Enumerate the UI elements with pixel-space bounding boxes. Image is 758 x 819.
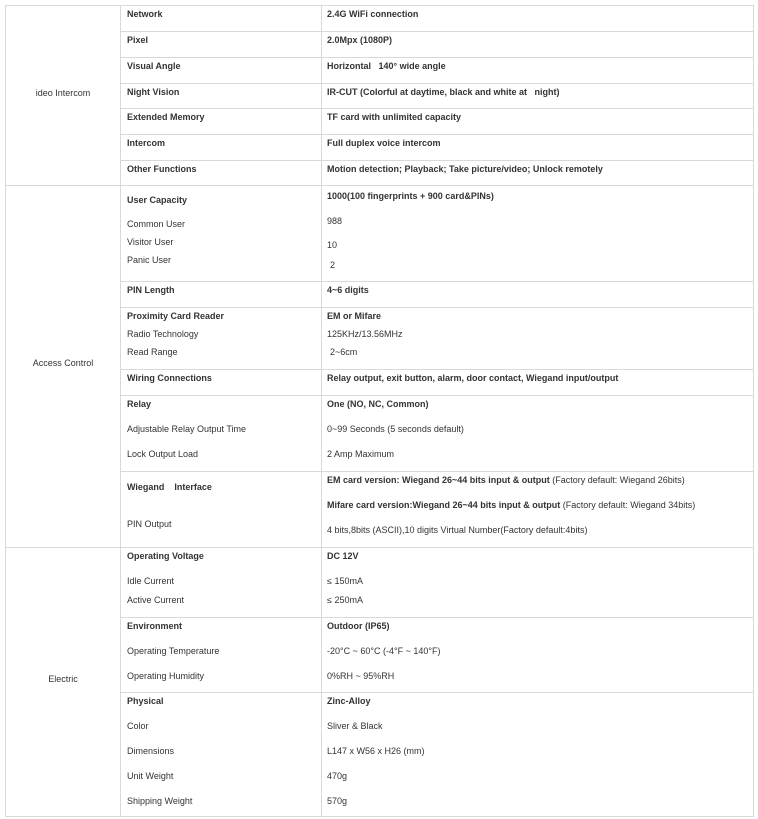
- spec-label: Read Range: [127, 347, 178, 357]
- spec-label: Environment: [127, 621, 183, 631]
- spec-label: Active Current: [127, 595, 185, 605]
- spec-label: Night Vision: [127, 87, 180, 97]
- spec-value: Sliver & Black: [327, 721, 383, 731]
- spec-label: Operating Temperature: [127, 646, 220, 656]
- spec-value: One (NO, NC, Common): [327, 399, 429, 409]
- spec-value: [327, 500, 695, 511]
- spec-value-rest: (Factory default: Wiegand 26bits): [549, 475, 685, 485]
- spec-label: Operating Humidity: [127, 671, 205, 681]
- spec-value: 4 bits,8bits (ASCII),10 digits Virtual Number(Factory default:4bits): [327, 525, 588, 535]
- spec-label: Visual Angle: [127, 61, 181, 71]
- spec-label: PIN Length: [127, 285, 175, 295]
- spec-label: Extended Memory: [127, 112, 205, 122]
- spec-value: 2~6cm: [330, 347, 358, 357]
- spec-label: Color: [127, 721, 149, 731]
- spec-value: 2: [330, 260, 336, 270]
- spec-label: Other Functions: [127, 164, 197, 174]
- spec-label: Physical: [127, 696, 164, 706]
- spec-value: 470g: [327, 771, 348, 781]
- spec-label: Lock Output Load: [127, 449, 199, 459]
- spec-value: IR-CUT (Colorful at daytime, black and white at night): [327, 87, 560, 97]
- spec-value: 2 Amp Maximum: [327, 449, 395, 459]
- spec-value: Outdoor (IP65): [327, 621, 390, 631]
- spec-value: 0%RH ~ 95%RH: [327, 671, 395, 681]
- spec-value: EM or Mifare: [327, 311, 382, 321]
- spec-label: Operating Voltage: [127, 551, 204, 561]
- spec-label: Idle Current: [127, 576, 175, 586]
- spec-label: Wiegand Interface: [127, 482, 212, 492]
- section-label-intercom: ideo Intercom: [35, 88, 91, 98]
- spec-value: ≤ 250mA: [327, 595, 363, 605]
- spec-label: Wiring Connections: [127, 373, 212, 383]
- spec-label: PIN Output: [127, 519, 172, 529]
- spec-label: Relay: [127, 399, 152, 409]
- spec-value: 2.0Mpx (1080P): [327, 35, 393, 45]
- spec-value: 4~6 digits: [327, 285, 369, 295]
- spec-value: DC 12V: [327, 551, 359, 561]
- spec-value: [327, 475, 685, 486]
- spec-value: 0~99 Seconds (5 seconds default): [327, 424, 464, 434]
- spec-value-bold: EM card version: Wiegand 26~44 bits input & output: [327, 475, 550, 485]
- spec-value: Zinc-Alloy: [327, 696, 371, 706]
- spec-value: TF card with unlimited capacity: [327, 112, 462, 122]
- spec-value: Full duplex voice intercom: [327, 138, 441, 148]
- spec-value: Horizontal 140° wide angle: [327, 61, 446, 71]
- spec-value: 125KHz/13.56MHz: [327, 329, 403, 339]
- spec-value: 1000(100 fingerprints + 900 card&PINs): [327, 191, 494, 201]
- spec-label: User Capacity: [127, 195, 188, 205]
- spec-value: L147 x W56 x H26 (mm): [327, 746, 425, 756]
- spec-label: Dimensions: [127, 746, 175, 756]
- spec-value: ≤ 150mA: [327, 576, 363, 586]
- spec-label: Visitor User: [127, 237, 174, 247]
- spec-label: Shipping Weight: [127, 796, 193, 806]
- spec-value: 988: [327, 216, 343, 226]
- spec-label: Proximity Card Reader: [127, 311, 225, 321]
- spec-value: Relay output, exit button, alarm, door contact, Wiegand input/output: [327, 373, 619, 383]
- spec-label: Pixel: [127, 35, 149, 45]
- spec-value: 2.4G WiFi connection: [327, 9, 419, 19]
- spec-label: Unit Weight: [127, 771, 174, 781]
- section-label-electric: Electric: [48, 674, 78, 684]
- spec-label: Adjustable Relay Output Time: [127, 424, 247, 434]
- spec-label: Panic User: [127, 255, 172, 265]
- spec-value-bold: Mifare card version:Wiegand 26~44 bits input & output: [327, 500, 561, 510]
- spec-value-rest: (Factory default: Wiegand 34bits): [560, 500, 696, 510]
- spec-value: 10: [327, 240, 338, 250]
- spec-value: -20°C ~ 60°C (-4°F ~ 140°F): [327, 646, 441, 656]
- spec-label: Intercom: [127, 138, 166, 148]
- spec-label: Common User: [127, 219, 186, 229]
- spec-value: Motion detection; Playback; Take picture/video; Unlock remotely: [327, 164, 603, 174]
- spec-label: Network: [127, 9, 163, 19]
- spec-table: [5, 5, 754, 817]
- section-label-access-control: Access Control: [32, 358, 94, 368]
- spec-label: Radio Technology: [127, 329, 199, 339]
- spec-value: 570g: [327, 796, 348, 806]
